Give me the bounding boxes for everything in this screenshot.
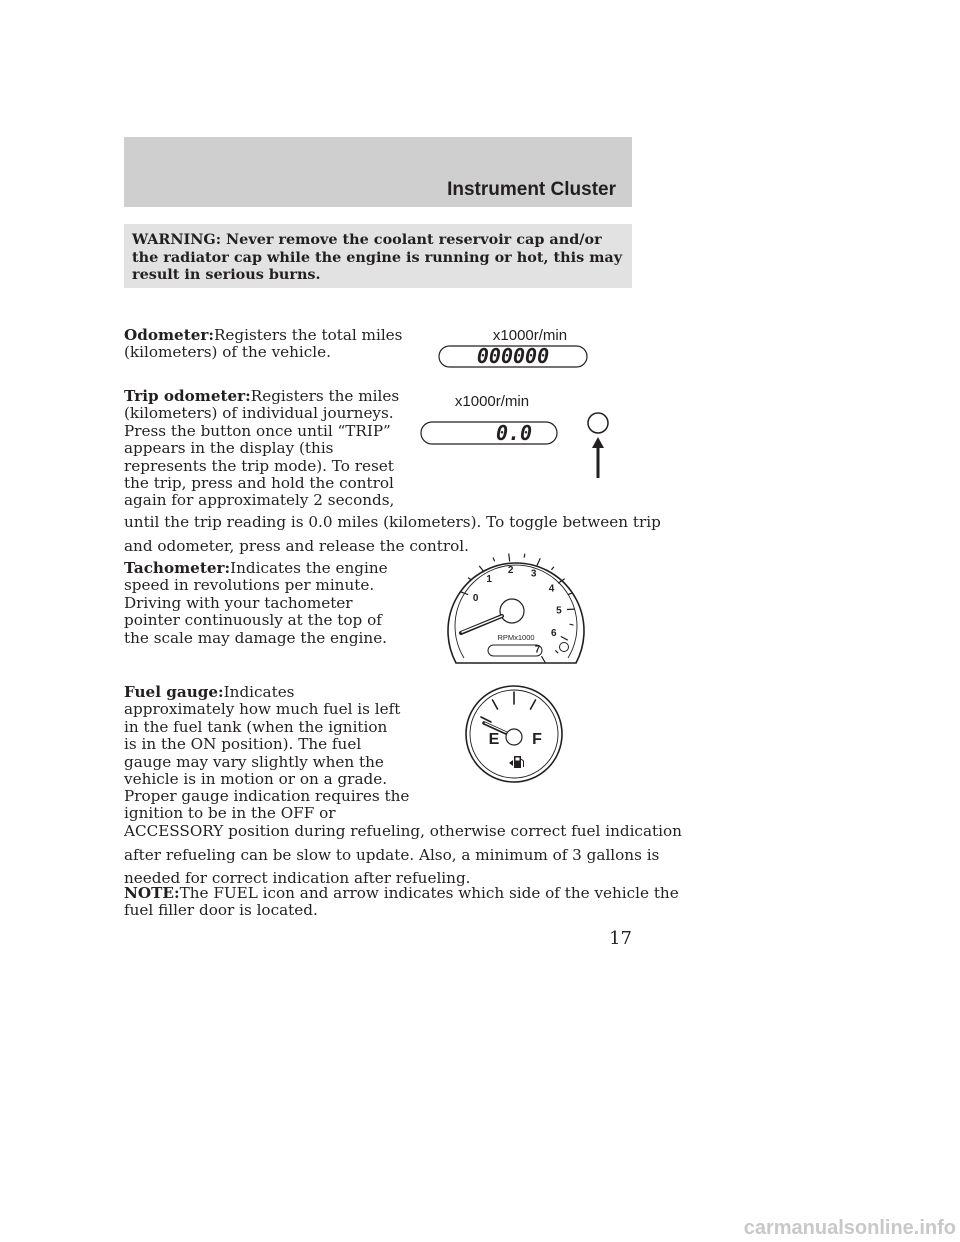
odometer-desc-line: Registers the total miles [214,326,403,344]
tach-major-tick [537,558,540,565]
trip-desc-line: again for approximately 2 seconds, [124,491,395,510]
section-header [124,137,632,207]
fuel-gauge-hub [506,729,522,745]
trip-odometer-figure [410,386,620,486]
tachometer-hub [500,599,524,623]
tachometer-paragraph [124,560,388,647]
trip-desc-line: until the trip reading is 0.0 miles (kilometers). To toggle between trip [124,513,661,531]
tach-label-5: 5 [556,605,562,617]
proper-line: Proper gauge indication requires the [124,787,410,805]
note-line: The FUEL icon and arrow indicates which side of the vehicle the [179,884,679,902]
tach-label-1: 1 [486,573,492,585]
proper-line: ACCESSORY position during refueling, otherwise correct fuel indication [124,822,682,840]
tachometer-unit-label: RPMx1000 [497,633,535,642]
tach-minor-tick [493,558,495,562]
fuel-desc-line: in the fuel tank (when the ignition [124,717,388,736]
tach-label-3: 3 [530,568,537,580]
trip-desc-line: represents the trip mode). To reset [124,456,394,475]
trip-desc-line: the trip, press and hold the control [124,474,394,493]
odometer-figure [430,320,600,372]
warning-text: WARNING: Never remove the coolant reservoir cap and/or the radiator cap while the engine is running or hot, this may result in serious burns. [132,231,623,283]
proper-line: after refueling can be slow to update. Also, a minimum of 3 gallons is [124,845,660,864]
tach-label-7: 7 [534,644,541,656]
trip-desc-line: Press the button once until “TRIP” [124,421,391,440]
page-title: Instrument Cluster [447,179,616,200]
trip-paragraph-top [124,388,399,510]
tachometer-desc-line: Indicates the engine [230,559,388,577]
odometer-unit-label: x1000r/min [492,327,568,344]
tach-minor-tick [551,567,554,570]
tachometer-desc-line: pointer continuously at the top of [124,611,382,630]
fuel-desc-line: gauge may vary slightly when the [124,752,384,771]
odometer-display-value: 000000 [476,344,550,368]
odometer-term: Odometer: [124,326,214,344]
tachometer-desc-line: speed in revolutions per minute. [124,576,375,595]
page-number: 17 [609,928,632,949]
trip-unit-label: x1000r/min [454,393,530,410]
tachometer-desc-line: Driving with your tachometer [124,593,353,612]
tach-label-0: 0 [472,592,479,604]
proper-paragraph-full [124,820,682,891]
note-term: NOTE: [124,884,180,902]
tach-label-6: 6 [551,628,557,640]
arrow-up-icon [592,437,604,448]
arrow-shaft [597,448,600,478]
fuel-empty-label: E [488,731,500,748]
watermark: carmanualsonline.info [743,1217,956,1239]
tach-major-tick [509,554,510,562]
fuel-desc-line: is in the ON position). The fuel [124,735,362,754]
tachometer-desc-line: the scale may damage the engine. [124,628,388,647]
tach-minor-tick [468,578,471,580]
trip-reset-button-icon [588,413,608,433]
fuel-desc-line: approximately how much fuel is left [124,700,401,719]
trip-term: Trip odometer: [124,387,251,405]
pump-window [516,758,520,761]
trip-desc-line: and odometer, press and release the control. [124,537,469,555]
trip-desc-line: (kilometers) of individual journeys. [124,404,394,423]
tachometer-term: Tachometer: [124,559,231,577]
trip-desc-line: Registers the miles [250,387,400,405]
fuel-term: Fuel gauge: [124,683,224,701]
tach-minor-tick [524,554,525,558]
fuel-desc-line: Indicates [223,683,295,701]
odometer-desc-line: (kilometers) of the vehicle. [124,343,331,362]
trip-display-value: 0.0 [495,421,533,445]
fuel-gauge-figure [462,682,566,786]
tachometer-figure [442,546,590,670]
proper-line: needed for correct indication after refueling. [124,869,471,887]
tach-major-tick [479,566,484,572]
trip-desc-line: appears in the display (this [124,439,334,458]
tach-label-4: 4 [548,583,555,595]
tach-label-2: 2 [507,564,514,576]
note-line: fuel filler door is located. [124,901,318,920]
odometer-paragraph [124,327,402,362]
fuel-desc-line: vehicle is in motion or on a grade. [124,770,388,789]
proper-line: ignition to be in the OFF or [124,804,336,823]
note-paragraph [124,885,679,920]
fuel-full-label: F [532,731,542,748]
proper-paragraph-top [124,788,409,823]
trip-display-frame [421,422,557,444]
fuel-paragraph [124,684,400,788]
warning-box [124,224,632,288]
